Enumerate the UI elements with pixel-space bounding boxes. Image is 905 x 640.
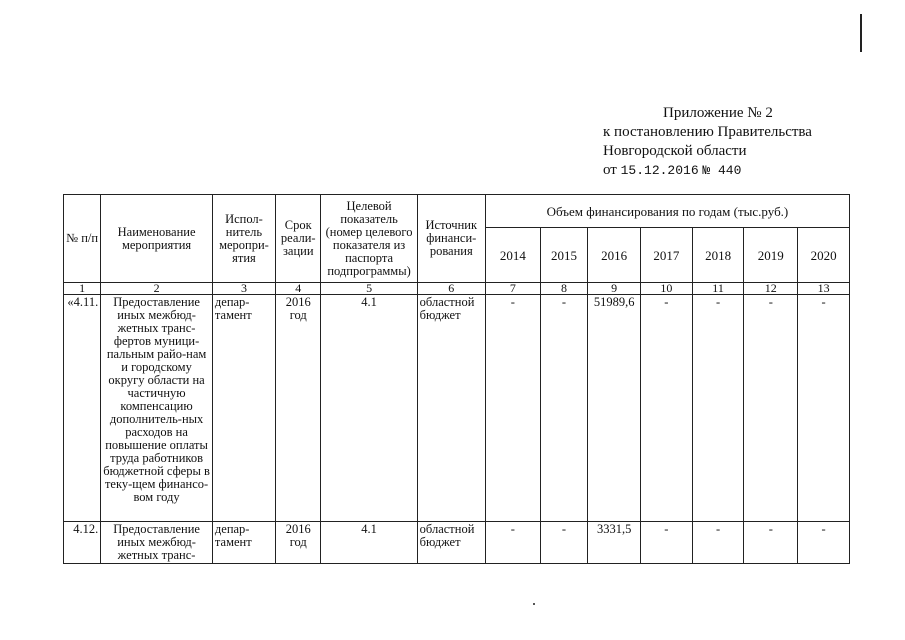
header-year: 2019 [744, 228, 798, 283]
header-year: 2018 [692, 228, 744, 283]
row-value-2020: - [798, 295, 850, 522]
date-prefix: от [603, 162, 617, 178]
header-num: № п/п [64, 195, 101, 283]
header-term: Срок реали-зации [275, 195, 321, 283]
row-value-2019: - [744, 295, 798, 522]
header-year: 2015 [540, 228, 588, 283]
column-number: 2 [101, 283, 213, 295]
row-executor: депар-тамент [212, 295, 275, 522]
row-name: Предоставление иных межбюд-жетных транс-фертов муници-пальным райо-нам и городскому округу области на частичную компенсацию дополнитель-ных расходов на повышение оплаты труда работников бюджетной сферы в теку-щем финансо-вом году [101, 295, 213, 522]
appendix-header [603, 104, 812, 180]
column-number: 4 [275, 283, 321, 295]
column-number-row [64, 283, 850, 295]
column-number: 5 [321, 283, 417, 295]
row-value-2018: - [692, 522, 744, 564]
header-name: Наименование мероприятия [101, 195, 213, 283]
column-number: 8 [540, 283, 588, 295]
funding-table [63, 194, 850, 564]
row-value-2018: - [692, 295, 744, 522]
appendix-date-line [603, 161, 812, 180]
header-funding-group: Объем финансирования по годам (тыс.руб.) [485, 195, 849, 228]
appendix-title: Приложение № 2 [663, 105, 773, 121]
scan-speck [533, 603, 535, 605]
row-value-2019: - [744, 522, 798, 564]
row-value-2016: 51989,6 [588, 295, 641, 522]
row-value-2017: - [641, 522, 693, 564]
row-name: Предоставление иных межбюд-жетных транс- [101, 522, 213, 564]
decree-date: 15.12.2016 [620, 163, 699, 178]
column-number: 12 [744, 283, 798, 295]
row-value-2017: - [641, 295, 693, 522]
table-row [64, 522, 850, 564]
column-number: 1 [64, 283, 101, 295]
row-source: областной бюджет [417, 295, 485, 522]
appendix-region: Новгородской области [603, 143, 747, 159]
header-executor: Испол-нитель меропри-ятия [212, 195, 275, 283]
column-number: 3 [212, 283, 275, 295]
page-edge-mark [860, 14, 862, 52]
row-term: 2016 год [275, 522, 321, 564]
header-year: 2016 [588, 228, 641, 283]
row-executor: депар-тамент [212, 522, 275, 564]
header-year: 2014 [485, 228, 540, 283]
row-indicator: 4.1 [321, 522, 417, 564]
column-number: 11 [692, 283, 744, 295]
header-source: Источник финанси-рования [417, 195, 485, 283]
row-value-2015: - [540, 522, 588, 564]
row-value-2020: - [798, 522, 850, 564]
header-row [64, 195, 850, 228]
appendix-decree: к постановлению Правительства [603, 124, 812, 140]
row-indicator: 4.1 [321, 295, 417, 522]
row-value-2014: - [485, 522, 540, 564]
row-num: «4.11. [64, 295, 101, 522]
header-indicator: Целевой показатель (номер целевого показателя из паспорта подпрограммы) [321, 195, 417, 283]
column-number: 6 [417, 283, 485, 295]
column-number: 13 [798, 283, 850, 295]
column-number: 9 [588, 283, 641, 295]
row-term: 2016 год [275, 295, 321, 522]
row-value-2016: 3331,5 [588, 522, 641, 564]
row-value-2015: - [540, 295, 588, 522]
row-source: областной бюджет [417, 522, 485, 564]
column-number: 10 [641, 283, 693, 295]
column-number: 7 [485, 283, 540, 295]
row-num: 4.12. [64, 522, 101, 564]
row-value-2014: - [485, 295, 540, 522]
header-year: 2017 [641, 228, 693, 283]
table-row [64, 295, 850, 522]
header-year: 2020 [798, 228, 850, 283]
decree-number: № 440 [702, 163, 742, 178]
